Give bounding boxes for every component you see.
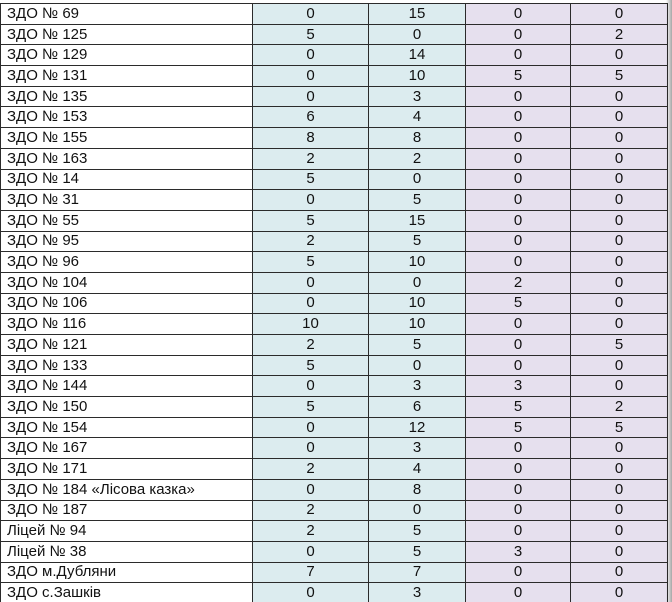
value-cell-col-4: 0 (571, 45, 668, 66)
value-cell-col-3: 3 (466, 541, 571, 562)
value-cell-col-4: 0 (571, 438, 668, 459)
value-cell-col-1: 0 (253, 45, 369, 66)
value-cell-col-4: 0 (571, 500, 668, 521)
value-cell-col-3: 0 (466, 583, 571, 602)
value-cell-col-2: 3 (369, 438, 466, 459)
value-cell-col-4: 0 (571, 293, 668, 314)
table-row (1, 148, 668, 169)
value-cell-col-1: 0 (253, 541, 369, 562)
value-cell-col-3: 0 (466, 459, 571, 480)
value-cell-col-3: 0 (466, 500, 571, 521)
table-row (1, 376, 668, 397)
value-cell-col-4: 0 (571, 128, 668, 149)
value-cell-col-3: 5 (466, 293, 571, 314)
value-cell-col-1: 0 (253, 293, 369, 314)
institution-name-cell: ЗДО с.Зашків (1, 583, 253, 602)
value-cell-col-3: 5 (466, 397, 571, 418)
table-row (1, 66, 668, 87)
table-row (1, 459, 668, 480)
institution-name-cell: ЗДО № 153 (1, 107, 253, 128)
value-cell-col-2: 4 (369, 459, 466, 480)
table-row (1, 397, 668, 418)
value-cell-col-1: 5 (253, 252, 369, 273)
table-row (1, 335, 668, 356)
value-cell-col-3: 0 (466, 521, 571, 542)
value-cell-col-1: 5 (253, 210, 369, 231)
value-cell-col-1: 0 (253, 417, 369, 438)
institution-name-cell: ЗДО № 144 (1, 376, 253, 397)
value-cell-col-4: 0 (571, 148, 668, 169)
value-cell-col-1: 2 (253, 231, 369, 252)
value-cell-col-1: 2 (253, 500, 369, 521)
value-cell-col-2: 10 (369, 66, 466, 87)
table-row (1, 190, 668, 211)
table-row (1, 355, 668, 376)
value-cell-col-2: 8 (369, 128, 466, 149)
value-cell-col-2: 0 (369, 169, 466, 190)
table-row (1, 210, 668, 231)
value-cell-col-1: 0 (253, 583, 369, 602)
value-cell-col-3: 0 (466, 438, 571, 459)
table-body (1, 4, 668, 602)
institution-name-cell: ЗДО № 187 (1, 500, 253, 521)
institution-name-cell: ЗДО № 106 (1, 293, 253, 314)
institution-name-cell: ЗДО м.Дубляни (1, 562, 253, 583)
value-cell-col-1: 5 (253, 24, 369, 45)
value-cell-col-4: 0 (571, 562, 668, 583)
value-cell-col-2: 0 (369, 500, 466, 521)
value-cell-col-4: 5 (571, 66, 668, 87)
value-cell-col-3: 0 (466, 4, 571, 25)
value-cell-col-4: 0 (571, 86, 668, 107)
table-row (1, 417, 668, 438)
table-row (1, 107, 668, 128)
institution-name-cell: Ліцей № 94 (1, 521, 253, 542)
page-edge-shadow (666, 0, 672, 602)
value-cell-col-2: 2 (369, 148, 466, 169)
institution-name-cell: ЗДО № 131 (1, 66, 253, 87)
value-cell-col-1: 0 (253, 4, 369, 25)
value-cell-col-1: 0 (253, 190, 369, 211)
institution-name-cell: ЗДО № 154 (1, 417, 253, 438)
table-row (1, 169, 668, 190)
table-row (1, 583, 668, 602)
value-cell-col-2: 5 (369, 231, 466, 252)
value-cell-col-4: 0 (571, 190, 668, 211)
value-cell-col-4: 0 (571, 583, 668, 602)
value-cell-col-2: 0 (369, 272, 466, 293)
value-cell-col-4: 0 (571, 376, 668, 397)
value-cell-col-3: 2 (466, 272, 571, 293)
value-cell-col-2: 0 (369, 355, 466, 376)
institution-name-cell: ЗДО № 104 (1, 272, 253, 293)
value-cell-col-3: 0 (466, 24, 571, 45)
value-cell-col-3: 0 (466, 479, 571, 500)
data-table (0, 3, 668, 602)
value-cell-col-4: 0 (571, 252, 668, 273)
table-row (1, 231, 668, 252)
value-cell-col-3: 0 (466, 190, 571, 211)
value-cell-col-2: 5 (369, 521, 466, 542)
value-cell-col-1: 0 (253, 272, 369, 293)
institution-name-cell: ЗДО № 167 (1, 438, 253, 459)
institution-name-cell: ЗДО № 125 (1, 24, 253, 45)
table-row (1, 541, 668, 562)
value-cell-col-4: 0 (571, 541, 668, 562)
value-cell-col-2: 6 (369, 397, 466, 418)
value-cell-col-3: 5 (466, 66, 571, 87)
value-cell-col-2: 15 (369, 4, 466, 25)
institution-name-cell: ЗДО № 163 (1, 148, 253, 169)
value-cell-col-4: 0 (571, 231, 668, 252)
value-cell-col-2: 3 (369, 86, 466, 107)
value-cell-col-1: 2 (253, 521, 369, 542)
value-cell-col-1: 7 (253, 562, 369, 583)
value-cell-col-2: 10 (369, 252, 466, 273)
table-row (1, 24, 668, 45)
institution-name-cell: ЗДО № 171 (1, 459, 253, 480)
table-row (1, 521, 668, 542)
value-cell-col-2: 12 (369, 417, 466, 438)
value-cell-col-4: 0 (571, 169, 668, 190)
value-cell-col-2: 10 (369, 293, 466, 314)
value-cell-col-3: 3 (466, 376, 571, 397)
value-cell-col-3: 0 (466, 169, 571, 190)
value-cell-col-1: 0 (253, 86, 369, 107)
table-row (1, 252, 668, 273)
value-cell-col-2: 0 (369, 24, 466, 45)
table-row (1, 293, 668, 314)
value-cell-col-4: 2 (571, 397, 668, 418)
table-row (1, 562, 668, 583)
value-cell-col-4: 0 (571, 355, 668, 376)
institution-name-cell: ЗДО № 155 (1, 128, 253, 149)
table-row (1, 45, 668, 66)
value-cell-col-3: 0 (466, 107, 571, 128)
value-cell-col-1: 5 (253, 397, 369, 418)
value-cell-col-3: 0 (466, 252, 571, 273)
value-cell-col-4: 0 (571, 4, 668, 25)
institution-name-cell: ЗДО № 133 (1, 355, 253, 376)
value-cell-col-1: 0 (253, 438, 369, 459)
institution-name-cell: ЗДО № 96 (1, 252, 253, 273)
value-cell-col-1: 5 (253, 169, 369, 190)
value-cell-col-2: 14 (369, 45, 466, 66)
value-cell-col-4: 0 (571, 107, 668, 128)
value-cell-col-3: 0 (466, 231, 571, 252)
table-row (1, 500, 668, 521)
institution-name-cell: ЗДО № 150 (1, 397, 253, 418)
institution-name-cell: ЗДО № 55 (1, 210, 253, 231)
value-cell-col-2: 3 (369, 583, 466, 602)
value-cell-col-3: 0 (466, 355, 571, 376)
institution-name-cell: ЗДО № 121 (1, 335, 253, 356)
value-cell-col-1: 5 (253, 355, 369, 376)
value-cell-col-2: 7 (369, 562, 466, 583)
value-cell-col-1: 6 (253, 107, 369, 128)
value-cell-col-1: 2 (253, 148, 369, 169)
value-cell-col-4: 0 (571, 521, 668, 542)
institution-name-cell: ЗДО № 95 (1, 231, 253, 252)
value-cell-col-2: 4 (369, 107, 466, 128)
value-cell-col-4: 2 (571, 24, 668, 45)
institution-name-cell: ЗДО № 69 (1, 4, 253, 25)
value-cell-col-2: 5 (369, 190, 466, 211)
institution-name-cell: ЗДО № 31 (1, 190, 253, 211)
value-cell-col-4: 5 (571, 417, 668, 438)
value-cell-col-3: 0 (466, 210, 571, 231)
value-cell-col-3: 0 (466, 314, 571, 335)
value-cell-col-1: 0 (253, 479, 369, 500)
value-cell-col-2: 3 (369, 376, 466, 397)
table-row (1, 272, 668, 293)
institution-name-cell: ЗДО № 129 (1, 45, 253, 66)
value-cell-col-3: 0 (466, 335, 571, 356)
table-row (1, 479, 668, 500)
value-cell-col-2: 10 (369, 314, 466, 335)
value-cell-col-1: 0 (253, 66, 369, 87)
table-row (1, 128, 668, 149)
table-row (1, 314, 668, 335)
institution-name-cell: ЗДО № 116 (1, 314, 253, 335)
table-row (1, 86, 668, 107)
table-row (1, 4, 668, 25)
value-cell-col-4: 0 (571, 459, 668, 480)
table-row (1, 438, 668, 459)
institution-name-cell: ЗДО № 184 «Лісова казка» (1, 479, 253, 500)
value-cell-col-2: 15 (369, 210, 466, 231)
value-cell-col-1: 2 (253, 459, 369, 480)
value-cell-col-4: 0 (571, 479, 668, 500)
value-cell-col-3: 0 (466, 148, 571, 169)
value-cell-col-3: 0 (466, 45, 571, 66)
value-cell-col-4: 0 (571, 210, 668, 231)
value-cell-col-1: 0 (253, 376, 369, 397)
value-cell-col-1: 8 (253, 128, 369, 149)
value-cell-col-1: 2 (253, 335, 369, 356)
value-cell-col-4: 5 (571, 335, 668, 356)
institution-name-cell: ЗДО № 14 (1, 169, 253, 190)
value-cell-col-2: 5 (369, 541, 466, 562)
institution-name-cell: Ліцей № 38 (1, 541, 253, 562)
value-cell-col-1: 10 (253, 314, 369, 335)
value-cell-col-2: 5 (369, 335, 466, 356)
value-cell-col-3: 5 (466, 417, 571, 438)
value-cell-col-2: 8 (369, 479, 466, 500)
value-cell-col-3: 0 (466, 128, 571, 149)
value-cell-col-4: 0 (571, 272, 668, 293)
institution-name-cell: ЗДО № 135 (1, 86, 253, 107)
value-cell-col-3: 0 (466, 562, 571, 583)
value-cell-col-4: 0 (571, 314, 668, 335)
value-cell-col-3: 0 (466, 86, 571, 107)
